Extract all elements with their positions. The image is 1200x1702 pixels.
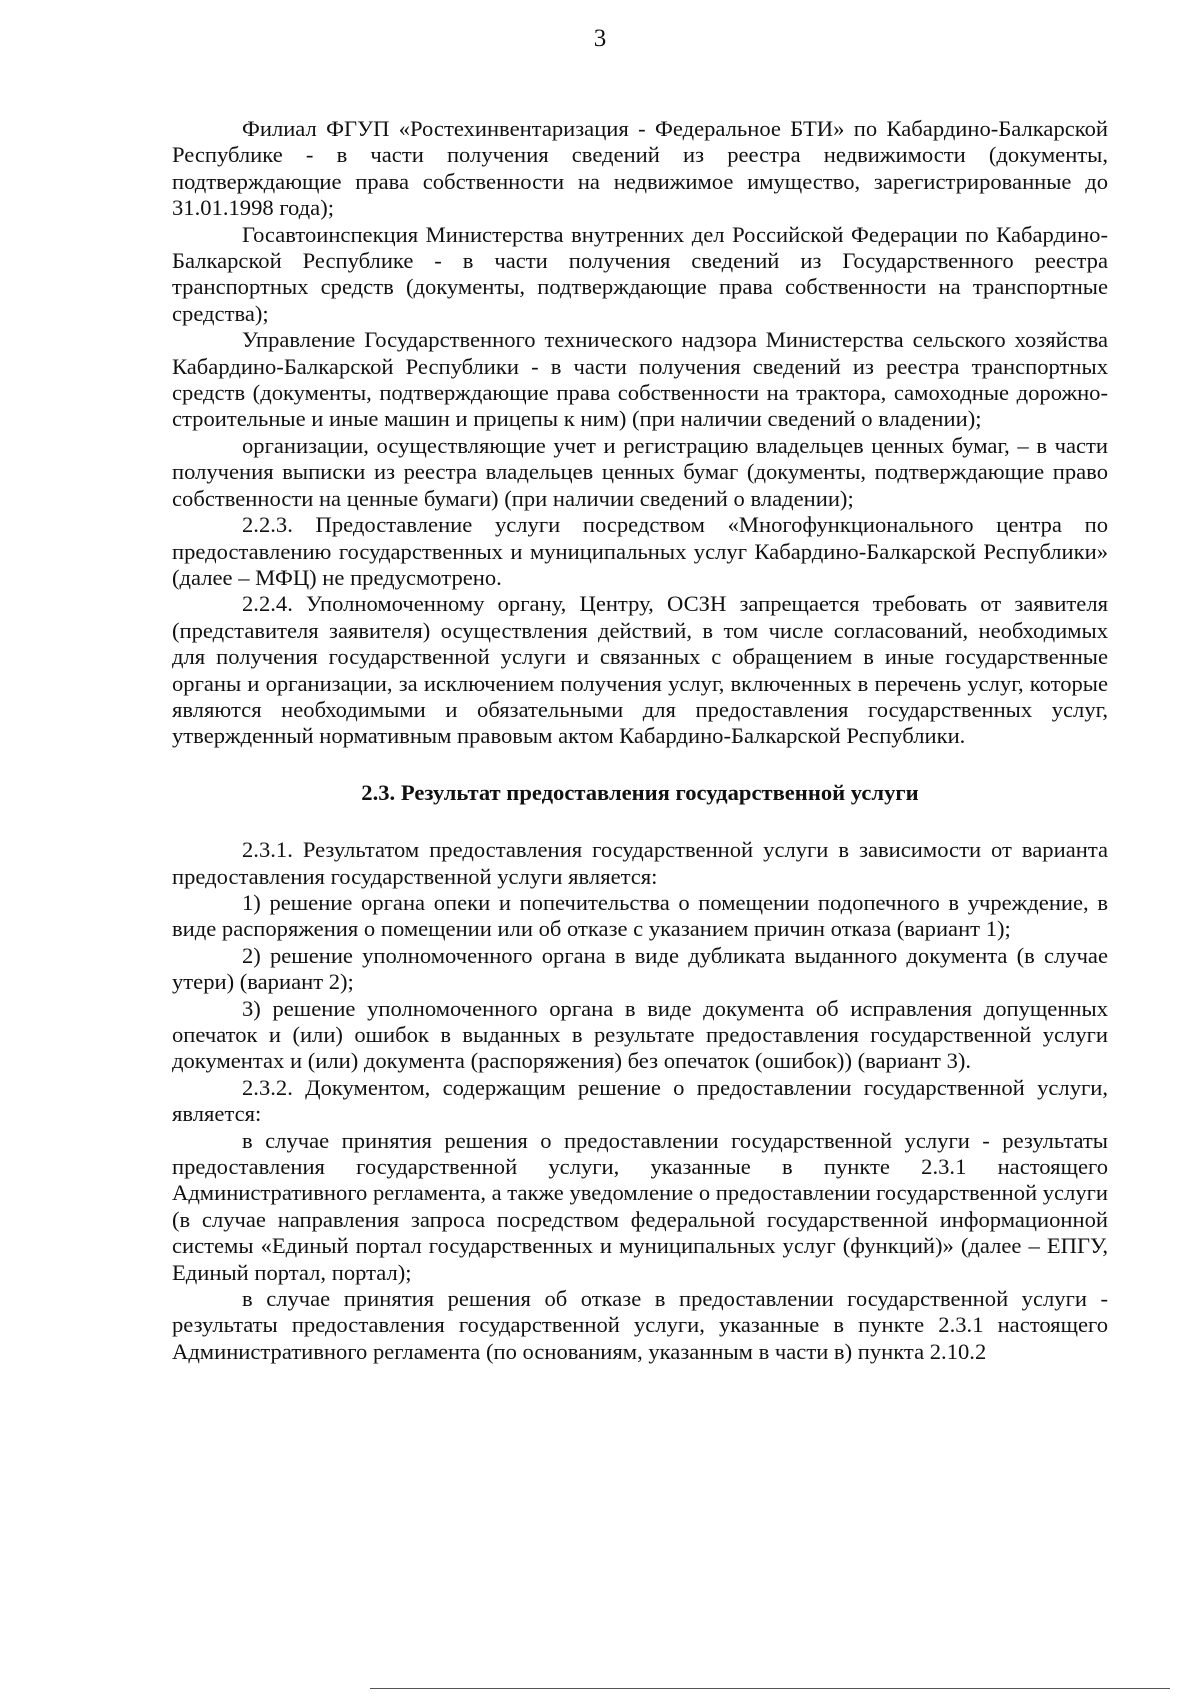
list-item-variant-1: 1) решение органа опеки и попечительства о помещении подопечного в учреждение, в виде распоряжения о помещении или об отказе с указанием причин отказа (вариант 1); xyxy=(172,889,1108,942)
paragraph-securities-registrars: организации, осуществляющие учет и регистрацию владельцев ценных бумаг, – в части получения выписки из реестра владельцев ценных бумаг (документы, подтверждающие право собственности на ценные бумаги) (при наличии сведений о владении); xyxy=(172,432,1108,511)
paragraph-gostehnadzor: Управление Государственного технического надзора Министерства сельского хозяйства Кабардино-Балкарской Республики - в части получения сведений из реестра транспортных средств (документы, подтверждающие права собственности на трактора, самоходные дорожно-строительные и иные машин и прицепы к ним) (при наличии сведений о владении); xyxy=(172,327,1108,432)
footer-divider xyxy=(370,1688,1170,1689)
document-body xyxy=(172,116,1108,1365)
paragraph-decision-refused: в случае принятия решения об отказе в предоставлении государственной услуги - результаты предоставления государственной услуги, указанные в пункте 2.3.1 настоящего Административного регламента (по основаниям, указанным в части в) пункта 2.10.2 xyxy=(172,1286,1108,1364)
paragraph-2-3-1: 2.3.1. Результатом предоставления государственной услуги в зависимости от варианта предоставления государственной услуги является: xyxy=(172,837,1108,889)
list-item-variant-2: 2) решение уполномоченного органа в виде дубликата выданного документа (в случае утери) (вариант 2); xyxy=(172,942,1108,995)
section-heading: 2.3. Результат предоставления государственной услуги xyxy=(361,779,919,805)
paragraph-2-2-3: 2.2.3. Предоставление услуги посредством «Многофункционального центра по предоставлению государственных и муниципальных услуг Кабардино-Балкарской Республики» (далее – МФЦ) не предусмотрено. xyxy=(172,512,1108,590)
paragraph-2-3-2: 2.3.2. Документом, содержащим решение о предоставлении государственной услуги, является: xyxy=(172,1074,1108,1127)
list-item-variant-3: 3) решение уполномоченного органа в виде документа об исправления допущенных опечаток и (или) ошибок в выданных в результате предоставления государственной услуги документах и (или) документа (распоряжения) без опечаток (ошибок)) (вариант 3). xyxy=(172,995,1108,1074)
page-number: 3 xyxy=(593,25,607,52)
paragraph-decision-granted: в случае принятия решения о предоставлении государственной услуги - результаты предоставления государственной услуги, указанные в пункте 2.3.1 настоящего Административного регламента, а также уведомление о предоставлении государственной услуги (в случае направления запроса посредством федеральной государственной информационной системы «Единый портал государственных и муниципальных услуг (функций)» (далее – ЕПГУ, Единый портал, портал); xyxy=(172,1127,1108,1285)
paragraph-2-2-4: 2.2.4. Уполномоченному органу, Центру, ОСЗН запрещается требовать от заявителя (представителя заявителя) осуществления действий, в том числе согласований, необходимых для получения государственной услуги и связанных с обращением в иные государственные органы и организации, за исключением получения услуг, включенных в перечень услуг, которые являются необходимыми и обязательными для предоставления государственных услуг, утвержденный нормативным правовым актом Кабардино-Балкарской Республики. xyxy=(172,591,1108,749)
paragraph-bti: Филиал ФГУП «Ростехинвентаризация - Федеральное БТИ» по Кабардино-Балкарской Республике - в части получения сведений из реестра недвижимости (документы, подтверждающие права собственности на недвижимое имущество, зарегистрированные до 31.01.1998 года); xyxy=(172,116,1108,221)
paragraph-gosavtoinspekciya: Госавтоинспекция Министерства внутренних дел Российской Федерации по Кабардино-Балкарской Республике - в части получения сведений из Государственного реестра транспортных средств (документы, подтверждающие права собственности на транспортные средства); xyxy=(172,221,1108,326)
